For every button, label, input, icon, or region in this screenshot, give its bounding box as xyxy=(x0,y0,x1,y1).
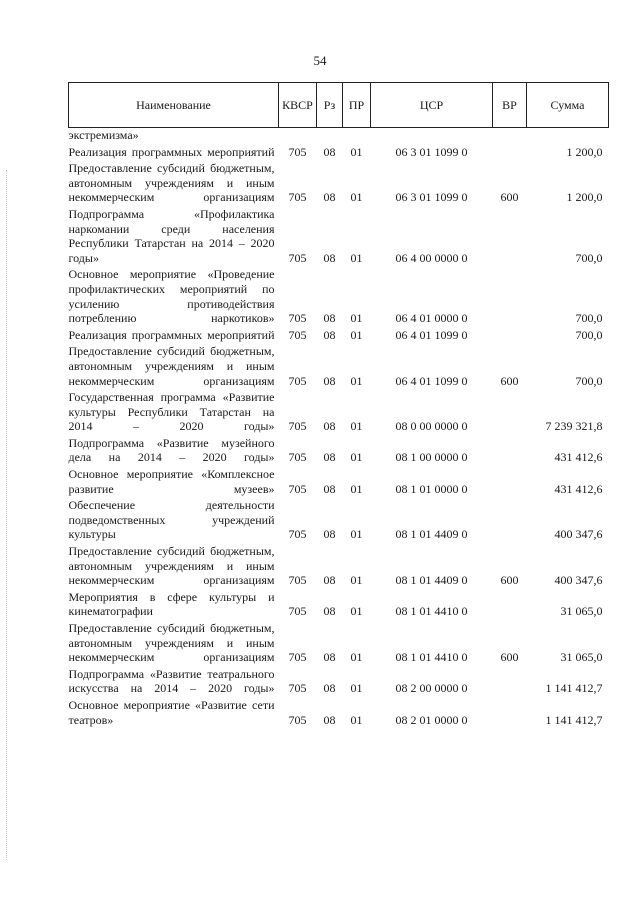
cell-vr xyxy=(493,665,527,696)
cell-pr: 01 xyxy=(350,311,363,326)
cell-csr: 06 4 00 0000 0 xyxy=(395,250,468,265)
cell-rz: 08 xyxy=(323,650,336,665)
cell-kvsr: 705 xyxy=(288,712,307,727)
table-row xyxy=(69,542,609,588)
table-row xyxy=(69,205,609,265)
cell-name: Подпрограмма «Развитие театрального искусства на 2014 – 2020 годы» xyxy=(68,666,275,696)
cell-csr: 06 4 01 1099 0 xyxy=(395,373,468,388)
cell-vr xyxy=(493,496,527,542)
cell-name: Предоставление субсидий бюджетным, автономным учреждениям и иным некоммерческим организациям xyxy=(68,161,275,205)
table-row xyxy=(69,665,609,696)
cell-vr xyxy=(493,265,527,325)
cell-vr xyxy=(493,128,527,143)
cell-kvsr: 705 xyxy=(288,419,307,434)
cell-name: Подпрограмма «Профилактика наркомании среди населения Республики Татарстан на 2014 – 2020 годы» xyxy=(68,206,275,265)
cell-csr xyxy=(371,128,493,143)
cell-csr: 06 3 01 1099 0 xyxy=(395,144,468,159)
cell-rz: 08 xyxy=(323,419,336,434)
cell-name: Государственная программа «Развитие культуры Республики Татарстан на 2014 – 2020 годы» xyxy=(68,390,275,434)
table-row xyxy=(69,143,609,160)
cell-rz: 08 xyxy=(323,573,336,588)
column-header-sum: Сумма xyxy=(527,83,609,128)
column-header-pr: ПР xyxy=(343,83,371,128)
cell-csr: 08 2 00 0000 0 xyxy=(395,681,468,696)
cell-rz: 08 xyxy=(323,190,336,205)
cell-sum: 700,0 xyxy=(575,373,603,388)
cell-sum: 1 200,0 xyxy=(566,190,603,205)
cell-pr: 01 xyxy=(350,373,363,388)
column-header-vr: ВР xyxy=(493,83,527,128)
cell-vr xyxy=(493,388,527,434)
table-row xyxy=(69,434,609,465)
cell-pr: 01 xyxy=(350,450,363,465)
cell-rz: 08 xyxy=(323,144,336,159)
table-row xyxy=(69,265,609,325)
cell-rz: 08 xyxy=(323,450,336,465)
cell-name: Обеспечение деятельности подведомственных учреждений культуры xyxy=(68,498,275,542)
column-header-kvsr: КВСР xyxy=(279,83,317,128)
cell-rz: 08 xyxy=(323,311,336,326)
cell-sum: 400 347,6 xyxy=(554,527,603,542)
column-header-name: Наименование xyxy=(69,83,279,128)
cell-sum: 400 347,6 xyxy=(554,573,603,588)
cell-rz: 08 xyxy=(323,604,336,619)
cell-rz xyxy=(317,128,343,143)
cell-pr: 01 xyxy=(350,419,363,434)
cell-kvsr xyxy=(279,128,317,143)
cell-rz: 08 xyxy=(323,373,336,388)
cell-pr: 01 xyxy=(350,604,363,619)
cell-sum: 7 239 321,8 xyxy=(545,419,603,434)
cell-kvsr: 705 xyxy=(288,481,307,496)
cell-name: Основное мероприятие «Комплексное развитие музеев» xyxy=(68,467,275,496)
cell-kvsr: 705 xyxy=(288,650,307,665)
table-row xyxy=(69,588,609,619)
cell-pr: 01 xyxy=(350,144,363,159)
cell-vr xyxy=(493,588,527,619)
cell-name: экстремизма» xyxy=(68,128,139,142)
cell-rz: 08 xyxy=(323,327,336,342)
cell-vr: 600 xyxy=(500,373,519,388)
cell-csr: 08 0 00 0000 0 xyxy=(395,419,468,434)
cell-kvsr: 705 xyxy=(288,327,307,342)
cell-pr: 01 xyxy=(350,681,363,696)
cell-pr: 01 xyxy=(350,190,363,205)
cell-csr: 08 2 01 0000 0 xyxy=(395,712,468,727)
cell-vr xyxy=(493,326,527,343)
cell-csr: 08 1 01 4409 0 xyxy=(395,527,468,542)
cell-sum: 700,0 xyxy=(575,311,603,326)
table-header-row xyxy=(69,83,609,128)
table-row xyxy=(69,619,609,665)
cell-csr: 06 4 01 1099 0 xyxy=(395,327,468,342)
table-row xyxy=(69,342,609,388)
cell-kvsr: 705 xyxy=(288,190,307,205)
cell-name: Реализация программных мероприятий xyxy=(68,327,275,342)
cell-rz: 08 xyxy=(323,481,336,496)
cell-name: Основное мероприятие «Проведение профилактических мероприятий по усилению противодействия потреблению наркотиков» xyxy=(68,267,275,326)
cell-name: Основное мероприятие «Развитие сети театров» xyxy=(68,697,275,727)
cell-vr: 600 xyxy=(500,650,519,665)
cell-csr: 08 1 01 0000 0 xyxy=(395,481,468,496)
cell-vr xyxy=(493,434,527,465)
cell-rz: 08 xyxy=(323,681,336,696)
cell-csr: 08 1 01 4409 0 xyxy=(395,573,468,588)
table-row xyxy=(69,465,609,496)
cell-vr xyxy=(493,696,527,727)
cell-pr: 01 xyxy=(350,573,363,588)
cell-kvsr: 705 xyxy=(288,527,307,542)
table-row xyxy=(69,159,609,205)
cell-csr: 08 1 01 4410 0 xyxy=(395,650,468,665)
table-row xyxy=(69,326,609,343)
cell-vr: 600 xyxy=(500,573,519,588)
cell-csr: 08 1 00 0000 0 xyxy=(395,450,468,465)
table-row xyxy=(69,128,609,143)
cell-sum: 31 065,0 xyxy=(560,650,603,665)
cell-vr xyxy=(493,465,527,496)
cell-sum: 1 141 412,7 xyxy=(545,712,603,727)
cell-vr: 600 xyxy=(500,190,519,205)
cell-name: Предоставление субсидий бюджетным, автономным учреждениям и иным некоммерческим организациям xyxy=(68,544,275,588)
cell-kvsr: 705 xyxy=(288,144,307,159)
cell-name: Мероприятия в сфере культуры и кинематографии xyxy=(68,589,275,619)
cell-sum: 1 200,0 xyxy=(566,144,603,159)
cell-kvsr: 705 xyxy=(288,450,307,465)
cell-rz: 08 xyxy=(323,250,336,265)
cell-csr: 06 3 01 1099 0 xyxy=(395,190,468,205)
cell-pr xyxy=(343,128,371,143)
cell-kvsr: 705 xyxy=(288,311,307,326)
cell-csr: 08 1 01 4410 0 xyxy=(395,604,468,619)
column-header-rz: Рз xyxy=(317,83,343,128)
cell-kvsr: 705 xyxy=(288,573,307,588)
table-row xyxy=(69,696,609,727)
cell-sum: 31 065,0 xyxy=(560,604,603,619)
cell-sum: 700,0 xyxy=(575,250,603,265)
cell-vr xyxy=(493,143,527,160)
cell-kvsr: 705 xyxy=(288,681,307,696)
cell-sum: 431 412,6 xyxy=(554,481,603,496)
cell-name: Предоставление субсидий бюджетным, автономным учреждениям и иным некоммерческим организациям xyxy=(68,621,275,665)
cell-pr: 01 xyxy=(350,481,363,496)
cell-pr: 01 xyxy=(350,712,363,727)
cell-name: Подпрограмма «Развитие музейного дела на 2014 – 2020 годы» xyxy=(68,435,275,465)
cell-rz: 08 xyxy=(323,527,336,542)
margin-dotted-line xyxy=(6,170,7,860)
cell-vr xyxy=(493,205,527,265)
cell-kvsr: 705 xyxy=(288,604,307,619)
cell-sum: 431 412,6 xyxy=(554,450,603,465)
column-header-csr: ЦСР xyxy=(371,83,493,128)
page-number: 54 xyxy=(313,53,327,68)
cell-pr: 01 xyxy=(350,327,363,342)
cell-pr: 01 xyxy=(350,250,363,265)
cell-csr: 06 4 01 0000 0 xyxy=(395,311,468,326)
table-row xyxy=(69,388,609,434)
cell-kvsr: 705 xyxy=(288,373,307,388)
cell-rz: 08 xyxy=(323,712,336,727)
cell-name: Реализация программных мероприятий xyxy=(68,144,275,159)
cell-sum: 700,0 xyxy=(575,327,603,342)
cell-sum: 1 141 412,7 xyxy=(545,681,603,696)
cell-kvsr: 705 xyxy=(288,250,307,265)
cell-name: Предоставление субсидий бюджетным, автономным учреждениям и иным некоммерческим организациям xyxy=(68,344,275,388)
budget-table xyxy=(68,82,609,727)
cell-pr: 01 xyxy=(350,650,363,665)
table-row xyxy=(69,496,609,542)
cell-pr: 01 xyxy=(350,527,363,542)
cell-sum xyxy=(527,128,609,143)
